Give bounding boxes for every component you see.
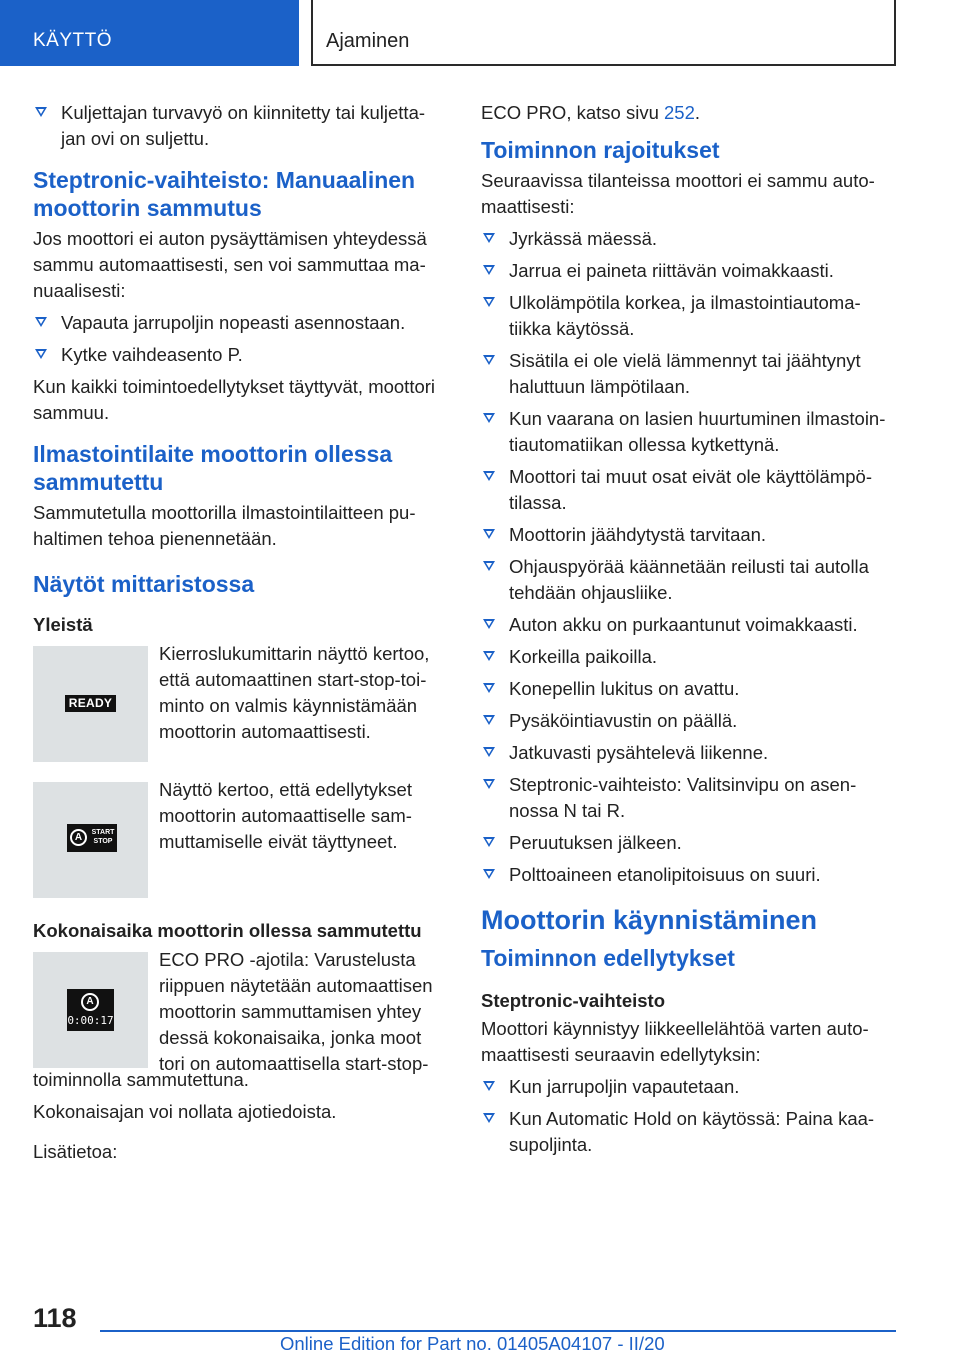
list-item: Kun jarrupoljin vapautetaan. xyxy=(481,1074,895,1100)
ready-display-figure xyxy=(33,646,148,762)
triangle-bullet-icon xyxy=(483,619,495,629)
sub-heading: Steptronic-vaihteisto xyxy=(481,990,665,1011)
triangle-bullet-icon xyxy=(483,413,495,423)
page-link[interactable]: 252 xyxy=(664,102,695,123)
paragraph: toiminnolla sammutettuna. xyxy=(33,1069,249,1090)
triangle-bullet-icon xyxy=(483,355,495,365)
list-item: Auton akku on purkaantunut voimakkaasti. xyxy=(481,612,895,638)
figure-caption: Näyttö kertoo, että edellytykset moottorin automaattiselle sammuttamiselle eivät täyttyneet. xyxy=(159,779,412,852)
paragraph: Jos moottori ei auton pysäyttämisen yhteydessä sammu automaattisesti, sen voi sammuttaa manuaalisesti: xyxy=(33,228,427,301)
page-number: 118 xyxy=(33,1303,77,1333)
list-item: Ohjauspyörää käännetään reilusti tai autolla tehdään ohjausliike. xyxy=(481,554,895,606)
figure-caption: ECO PRO -ajotila: Varustelusta riippuen näytetään automaattisen moottorin sammuttamisen yhtey dessä kokonaisaika, jonka moot tori on automaattisella start-stop- xyxy=(159,949,433,1074)
paragraph: Lisätietoa: xyxy=(33,1141,118,1162)
section-heading: Steptronic-vaihteisto: Manuaalinen moottorin sammutus xyxy=(33,167,416,221)
left-column xyxy=(33,100,441,1171)
header-chapter-box xyxy=(311,0,896,66)
footer-divider xyxy=(100,1330,896,1332)
total-time-display-figure xyxy=(33,952,148,1068)
triangle-bullet-icon xyxy=(483,683,495,693)
triangle-bullet-icon xyxy=(35,317,47,327)
list-item: Pysäköintiavustin on päällä. xyxy=(481,708,895,734)
triangle-bullet-icon xyxy=(483,561,495,571)
chapter-heading: Moottorin käynnistäminen xyxy=(481,905,818,935)
triangle-bullet-icon xyxy=(483,715,495,725)
triangle-bullet-icon xyxy=(483,651,495,661)
list-item: Vapauta jarrupoljin nopeasti asennostaan. xyxy=(33,310,441,336)
list-item: Korkeilla paikoilla. xyxy=(481,644,895,670)
list-item: Moottori tai muut osat eivät ole käyttölämpötilassa. xyxy=(481,464,895,516)
section-heading: Toiminnon rajoitukset xyxy=(481,137,720,163)
list-item: Peruutuksen jälkeen. xyxy=(481,830,895,856)
total-time-block xyxy=(33,949,441,1165)
list-item: Jatkuvasti pysähtelevä liikenne. xyxy=(481,740,895,766)
total-time-indicator xyxy=(67,989,114,1031)
list-item: Moottorin jäähdytystä tarvitaan. xyxy=(481,522,895,548)
right-column xyxy=(481,100,895,1164)
list-item: Jarrua ei paineta riittävän voimakkaasti. xyxy=(481,258,895,284)
paragraph: Kokonaisajan voi nollata ajotiedoista. xyxy=(33,1101,337,1122)
paragraph: Kun kaikki toimintoedellytykset täyttyvät, moottori sammuu. xyxy=(33,376,436,423)
header-section-tab xyxy=(0,0,299,66)
triangle-bullet-icon xyxy=(483,529,495,539)
list-item: Sisätila ei ole vielä lämmennyt tai jäähtynyt haluttuun lämpötilaan. xyxy=(481,348,895,400)
figure-caption: Kierroslukumittarin näyttö kertoo, että automaattinen start-stop-toiminto on valmis käynnistämään moottorin automaattisesti. xyxy=(159,643,430,742)
list-item: Kytke vaihdeasento P. xyxy=(33,342,441,368)
triangle-bullet-icon xyxy=(483,265,495,275)
section-heading: Toiminnon edellytykset xyxy=(481,945,735,971)
list-item: Kuljettajan turvavyö on kiinnitetty tai kuljettajan ovi on suljettu. xyxy=(33,100,441,152)
start-stop-text: START STOP xyxy=(91,829,115,845)
triangle-bullet-icon xyxy=(483,233,495,243)
list-item: Polttoaineen etanolipitoisuus on suuri. xyxy=(481,862,895,888)
list-item: Jyrkässä mäessä. xyxy=(481,226,895,252)
list-item: Ulkolämpötila korkea, ja ilmastointiautomatiikka käytössä. xyxy=(481,290,895,342)
list-item: Konepellin lukitus on avattu. xyxy=(481,676,895,702)
section-heading: Näytöt mittaristossa xyxy=(33,571,255,597)
paragraph: Sammutetulla moottorilla ilmastointilaitteen puhaltimen tehoa pienennetään. xyxy=(33,502,416,549)
start-stop-display-figure xyxy=(33,782,148,898)
paragraph: Moottori käynnistyy liikkeellelähtöä varten automaattisesti seuraavin edellytyksin: xyxy=(481,1018,869,1065)
list-item: Steptronic-vaihteisto: Valitsinvipu on asennossa N tai R. xyxy=(481,772,895,824)
figure-row xyxy=(33,949,441,1074)
start-stop-icon xyxy=(67,824,117,852)
triangle-bullet-icon xyxy=(483,297,495,307)
paragraph: ECO PRO, katso sivu 252. xyxy=(481,102,701,123)
total-time-value: 0:00:17 xyxy=(67,1014,114,1027)
sub-heading: Yleistä xyxy=(33,614,93,635)
triangle-bullet-icon xyxy=(483,1081,495,1091)
limits-list xyxy=(481,226,895,888)
auto-a-icon: A xyxy=(70,829,87,846)
triangle-bullet-icon xyxy=(483,471,495,481)
list-item: Kun Automatic Hold on käytössä: Paina kaasupoljinta. xyxy=(481,1106,895,1158)
ready-indicator: READY xyxy=(65,695,116,712)
triangle-bullet-icon xyxy=(483,869,495,879)
sub-heading: Kokonaisaika moottorin ollessa sammutettu xyxy=(33,920,422,941)
triangle-bullet-icon xyxy=(35,107,47,117)
list-item: Kun vaarana on lasien huurtuminen ilmastointiautomatiikan ollessa kytkettynä. xyxy=(481,406,895,458)
triangle-bullet-icon xyxy=(35,349,47,359)
figure-row xyxy=(33,779,441,898)
auto-a-icon: A xyxy=(81,993,99,1011)
triangle-bullet-icon xyxy=(483,1113,495,1123)
header-chapter-label: Ajaminen xyxy=(326,30,410,52)
footer-edition: Online Edition for Part no. 01405A04107 - II/20 xyxy=(280,1333,665,1354)
triangle-bullet-icon xyxy=(483,779,495,789)
paragraph: Seuraavissa tilanteissa moottori ei sammu automaattisesti: xyxy=(481,170,875,217)
triangle-bullet-icon xyxy=(483,837,495,847)
triangle-bullet-icon xyxy=(483,747,495,757)
header-section-label: KÄYTTÖ xyxy=(33,30,113,51)
section-heading: Ilmastointilaite moottorin ollessa sammutettu xyxy=(33,441,393,495)
figure-row xyxy=(33,643,441,762)
